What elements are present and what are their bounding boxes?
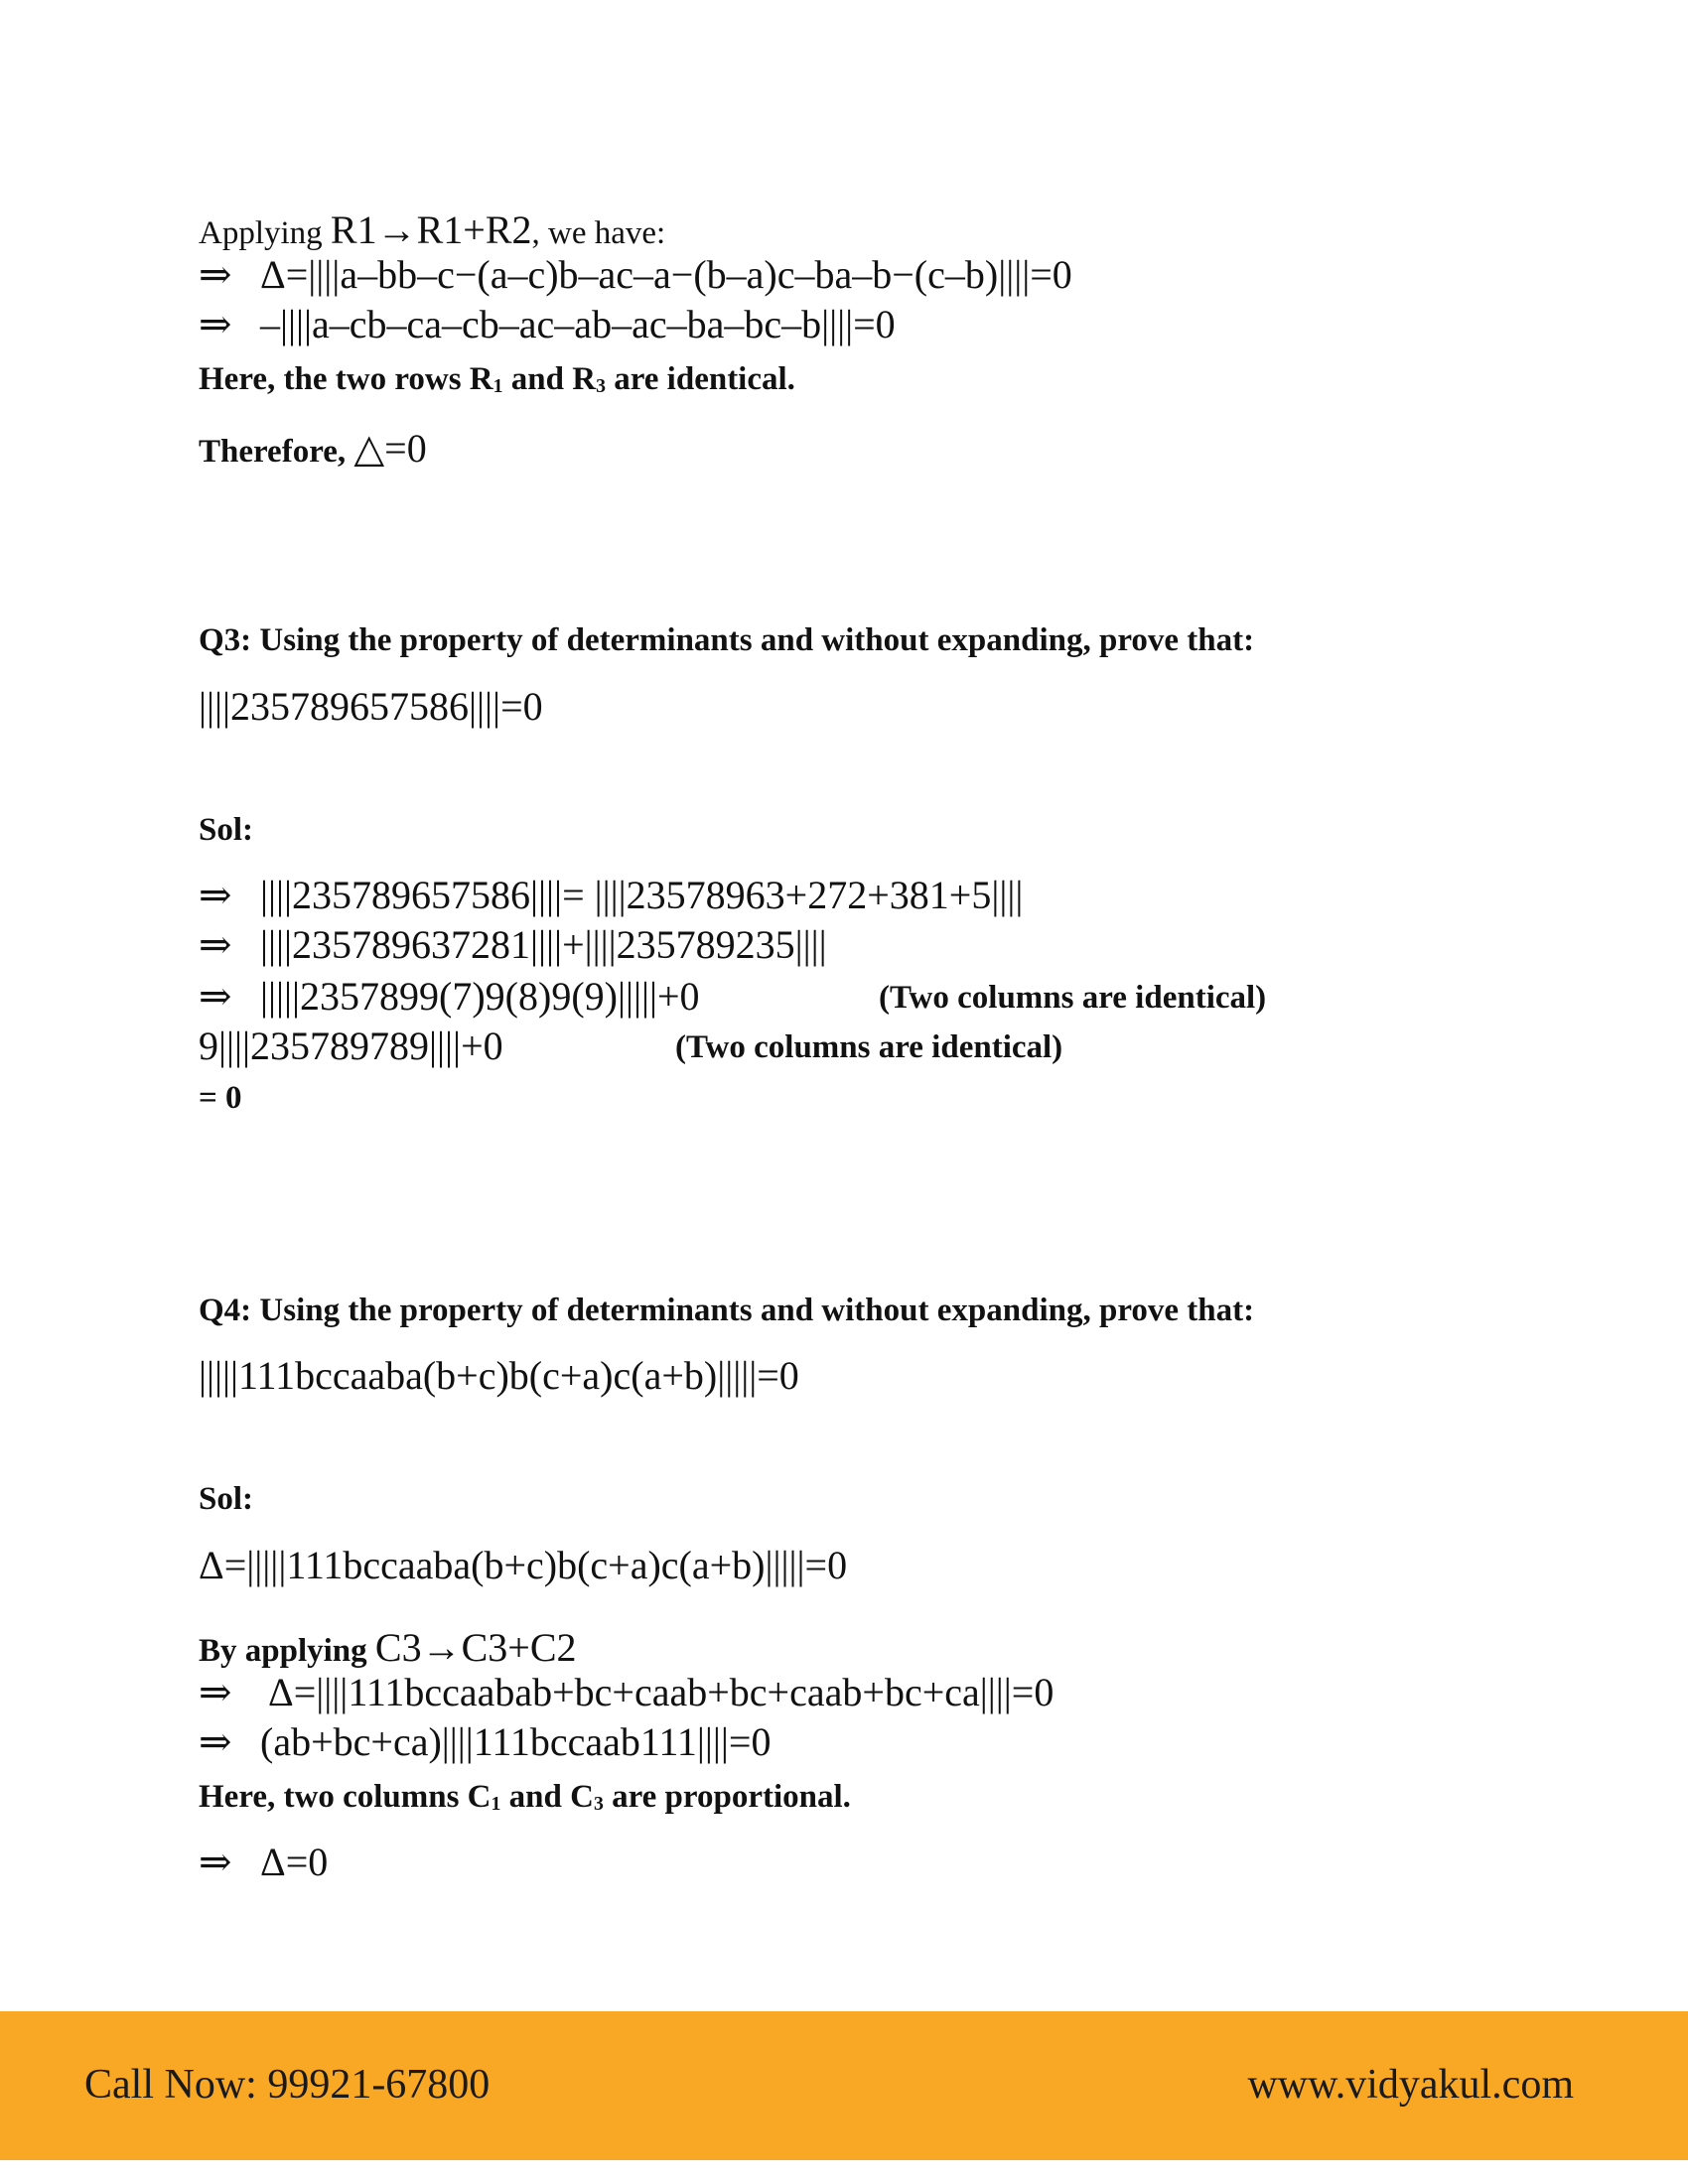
applying-line: Applying R1→R1+R2, we have: xyxy=(199,207,666,252)
step-line: ⇒ ||||235789657586||||= ||||23578963+272+381+5|||| xyxy=(199,873,1024,917)
implies-icon: ⇒ xyxy=(199,974,232,1019)
question-3-expression: ||||235789657586||||=0 xyxy=(199,684,543,729)
solution-label: Sol: xyxy=(199,812,254,848)
step-line: ⇒ Δ=||||111bccaabab+bc+caab+bc+caab+bc+ca||||=0 xyxy=(199,1670,1055,1714)
solution-label: Sol: xyxy=(199,1481,254,1517)
implies-icon: ⇒ xyxy=(199,1670,232,1714)
final-result-line: ⇒ Δ=0 xyxy=(199,1840,329,1884)
step-line: 9||||235789789||||+0 xyxy=(199,1024,503,1068)
implies-icon: ⇒ xyxy=(199,252,232,297)
step-line: ⇒ (ab+bc+ca)||||111bccaab111||||=0 xyxy=(199,1719,772,1764)
step-line: ⇒ |||||2357899(7)9(8)9(9)|||||+0 xyxy=(199,974,700,1019)
implies-icon: ⇒ xyxy=(199,1719,232,1764)
proportional-columns-note: Here, two columns $C_1$ and $C_3$ are proportional. xyxy=(199,1779,851,1815)
implies-icon: ⇒ xyxy=(199,1840,232,1884)
website-link[interactable]: www.vidyakul.com xyxy=(1247,2062,1574,2108)
question-4-expression: |||||111bccaaba(b+c)b(c+a)c(a+b)|||||=0 xyxy=(199,1353,799,1398)
therefore-line: Therefore, △=0 xyxy=(199,426,427,471)
row-operation: R1→R1+R2 xyxy=(330,207,532,252)
result-line: = 0 xyxy=(199,1080,242,1116)
applying-line: By applying C3→C3+C2 xyxy=(199,1625,577,1670)
implies-icon: ⇒ xyxy=(199,873,232,917)
question-3: Q3: Using the property of determinants and without expanding, prove that: xyxy=(199,622,1255,658)
implies-icon: ⇒ xyxy=(199,922,232,967)
call-now-text[interactable]: Call Now: 99921-67800 xyxy=(84,2062,491,2108)
identical-columns-note: (Two columns are identical) xyxy=(879,980,1267,1016)
implies-icon: ⇒ xyxy=(199,302,232,346)
rows-identical-note: Here, the two rows $R_1$ and $R_3$ are identical. xyxy=(199,361,795,397)
question-4: Q4: Using the property of determinants and without expanding, prove that: xyxy=(199,1293,1255,1328)
equation-line: ⇒ –||||a–cb–ca–cb–ac–ab–ac–ba–bc–b||||=0 xyxy=(199,302,896,346)
equation-line: ⇒ Δ=||||a–bb–c−(a–c)b–ac–a−(b–a)c–ba–b−(c–b)||||=0 xyxy=(199,252,1072,297)
step-line: ⇒ ||||235789637281||||+||||235789235|||| xyxy=(199,922,827,967)
footer-banner xyxy=(0,2011,1688,2160)
identical-columns-note: (Two columns are identical) xyxy=(675,1029,1063,1065)
delta-expression: Δ=|||||111bccaaba(b+c)b(c+a)c(a+b)|||||=0 xyxy=(199,1543,848,1587)
column-operation: C3→C3+C2 xyxy=(374,1625,577,1670)
